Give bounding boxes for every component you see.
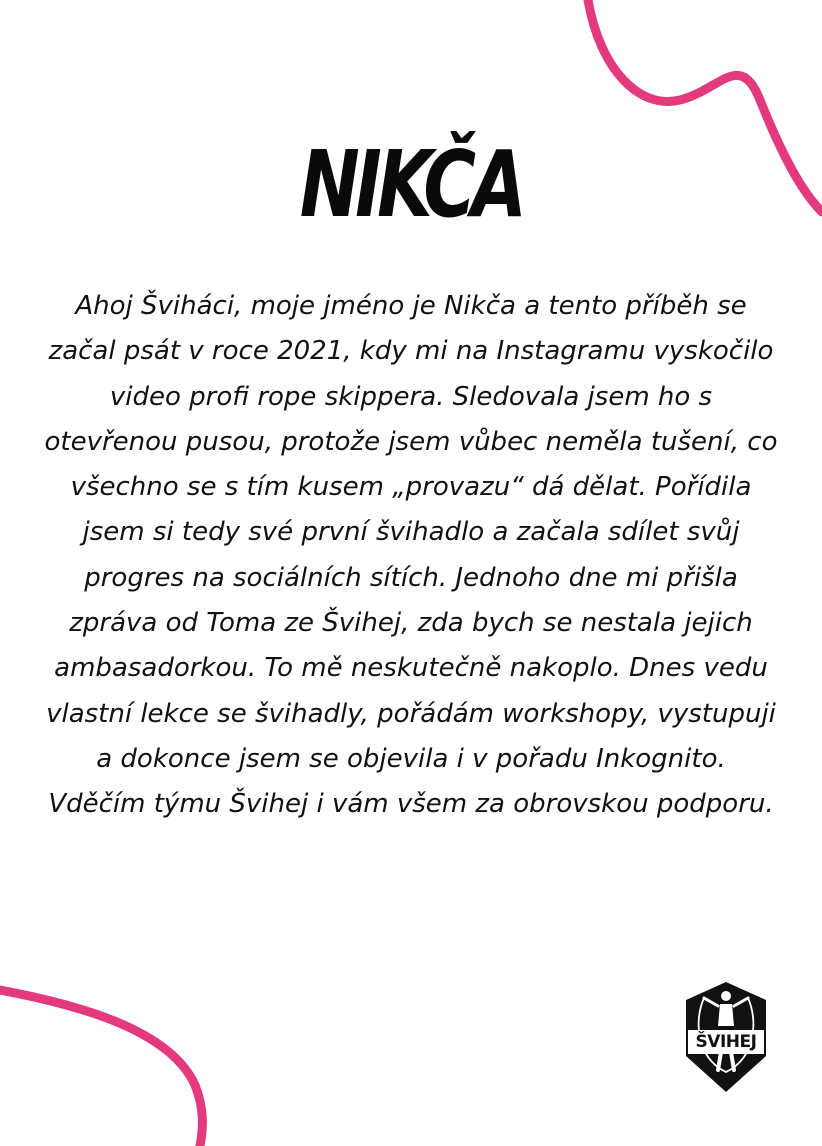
page-title: NIKČA [299, 131, 523, 238]
logo-text: ŠVIHEJ [695, 1032, 757, 1052]
bottom-left-curve [0, 990, 202, 1146]
story-paragraph: Ahoj Šviháci, moje jméno je Nikča a tento příběh se začal psát v roce 2021, kdy mi na Instagramu vyskočilo video profi rope skippera. Sledovala jsem ho s otevřenou pusou, protože jsem vůbec neměla tušení, co všechno se s tím kusem „provazu“ dá dělat. Pořídila jsem si tedy své první švihadlo a začala sdílet svůj progres na sociálních sítích. Jednoho dne mi přišla zpráva od Toma ze Švihej, zda bych se nestala jejich ambasadorkou. To mě neskutečně nakoplo. Dnes vedu vlastní lekce se švihadly, pořádám workshopy, vystupuji a dokonce jsem se objevila i v pořadu Inkognito. Vděčím týmu Švihej i vám všem za obrovskou podporu. [44, 291, 778, 820]
svihej-logo [680, 980, 772, 1094]
